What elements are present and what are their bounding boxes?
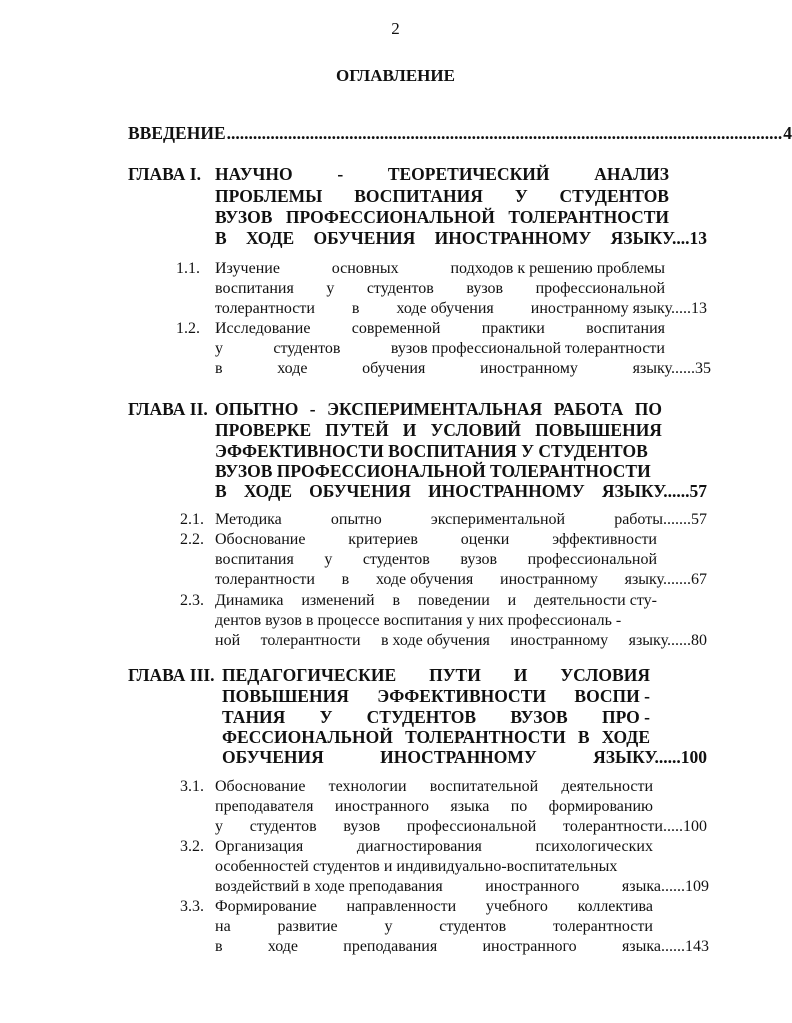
section-title-line: воздействий в ходе преподавания иностранного языка......109 [215,878,709,895]
chapter-label: ГЛАВА I. [128,164,201,184]
chapter-title-line: ВУЗОВ ПРОФЕССИОНАЛЬНОЙ ТОЛЕРАНТНОСТИ [215,207,669,227]
chapter-title-line: ПОВЫШЕНИЯ ЭФФЕКТИВНОСТИ ВОСПИ - [222,686,650,706]
section-number: 3.3. [180,898,204,915]
chapter-title-line: ЭФФЕКТИВНОСТИ ВОСПИТАНИЯ У СТУДЕНТОВ [215,441,648,461]
section-title-line: Формирование направленности учебного коллектива [215,898,653,915]
section-title-line: Методика опытно экспериментальной работы.......57 [215,511,707,528]
chapter-label: ГЛАВА III. [128,665,215,685]
section-number: 2.2. [180,531,204,548]
section-title-line: ной толерантности в ходе обучения иностранному языку......80 [215,632,707,649]
section-title-line: дентов вузов в процессе воспитания у них профессиональ - [215,612,622,629]
chapter-title-line: ОБУЧЕНИЯ ИНОСТРАННОМУ ЯЗЫКУ......100 [222,747,707,767]
chapter-title-line: ОПЫТНО - ЭКСПЕРИМЕНТАЛЬНАЯ РАБОТА ПО [215,399,662,419]
section-title-line: Изучение основных подходов к решению проблемы [215,260,665,277]
chapter-title-line: ВУЗОВ ПРОФЕССИОНАЛЬНОЙ ТОЛЕРАНТНОСТИ [215,461,651,481]
chapter-title-line: ПРОБЛЕМЫ ВОСПИТАНИЯ У СТУДЕНТОВ [215,186,669,206]
section-title-line: толерантности в ходе обучения иностранному языку.......67 [215,571,707,588]
section-title-line: Динамика изменений в поведении и деятельности сту- [215,592,657,609]
introduction-page-number: 4 [783,123,792,143]
chapter-title-line: В ХОДЕ ОБУЧЕНИЯ ИНОСТРАННОМУ ЯЗЫКУ......57 [215,481,707,501]
section-number: 2.1. [180,511,204,528]
section-title-line: воспитания у студентов вузов профессиональной [215,551,657,568]
section-title-line: Исследование современной практики воспитания [215,320,665,337]
section-title-line: в ходе обучения иностранному языку......35 [215,360,711,377]
chapter-title-line: ПЕДАГОГИЧЕСКИЕ ПУТИ И УСЛОВИЯ [222,665,650,685]
section-title-line: воспитания у студентов вузов профессиональной [215,280,665,297]
dot-leader: ............................................................................................................................... [226,123,783,143]
toc-title: ОГЛАВЛЕНИЕ [336,66,455,85]
section-title-line: особенностей студентов и индивидуально-воспитательных [215,858,618,875]
chapter-title-line: ТАНИЯ У СТУДЕНТОВ ВУЗОВ ПРО - [222,707,650,727]
section-number: 1.1. [176,260,200,277]
chapter-label: ГЛАВА II. [128,399,208,419]
section-title-line: в ходе преподавания иностранного языка......143 [215,938,709,955]
section-title-line: у студентов вузов профессиональной толерантности.....100 [215,818,707,835]
section-number: 1.2. [176,320,200,337]
section-title-line: толерантности в ходе обучения иностранному языку.....13 [215,300,707,317]
chapter-title-line: В ХОДЕ ОБУЧЕНИЯ ИНОСТРАННОМУ ЯЗЫКУ....13 [215,228,707,248]
chapter-title-line: ФЕССИОНАЛЬНОЙ ТОЛЕРАНТНОСТИ В ХОДЕ [222,727,650,747]
section-number: 3.2. [180,838,204,855]
section-number: 2.3. [180,592,204,609]
section-title-line: Обоснование критериев оценки эффективности [215,531,657,548]
chapter-title-line: ПРОВЕРКЕ ПУТЕЙ И УСЛОВИЙ ПОВЫШЕНИЯ [215,420,662,440]
section-number: 3.1. [180,778,204,795]
page-number: 2 [391,19,400,38]
section-title-line: на развитие у студентов толерантности [215,918,653,935]
toc-entry-introduction[interactable] [128,123,792,144]
section-title-line: Обоснование технологии воспитательной деятельности [215,778,653,795]
chapter-title-line: НАУЧНО - ТЕОРЕТИЧЕСКИЙ АНАЛИЗ [215,164,669,184]
introduction-title: ВВЕДЕНИЕ [128,123,226,143]
section-title-line: преподавателя иностранного языка по формированию [215,798,653,815]
section-title-line: Организация диагностирования психологических [215,838,653,855]
section-title-line: у студентов вузов профессиональной толерантности [215,340,665,357]
